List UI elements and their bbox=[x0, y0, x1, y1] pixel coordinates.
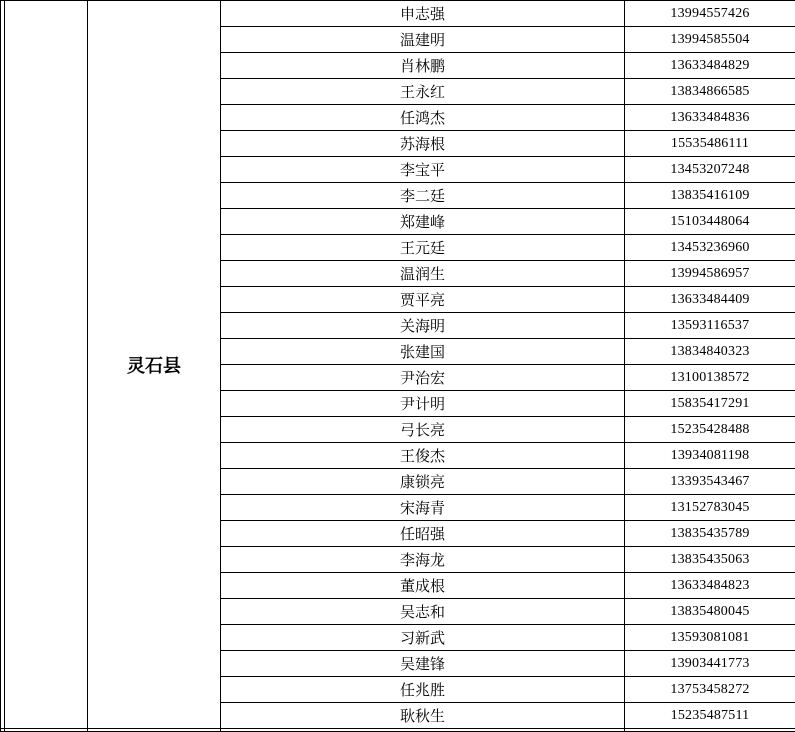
name-cell: 温润生 bbox=[221, 261, 625, 287]
phone-cell: 13835480045 bbox=[625, 599, 795, 625]
phone-cell: 13393543467 bbox=[625, 469, 795, 495]
phone-cell: 15235487511 bbox=[625, 703, 795, 729]
phone-cell: 13593116537 bbox=[625, 313, 795, 339]
name-cell: 康锁亮 bbox=[221, 469, 625, 495]
name-cell: 宋海青 bbox=[221, 495, 625, 521]
phone-cell: 13753458272 bbox=[625, 677, 795, 703]
name-cell: 申志强 bbox=[221, 1, 625, 27]
name-cell: 习新武 bbox=[221, 625, 625, 651]
partial-cell bbox=[625, 729, 795, 732]
phone-cell: 15103448064 bbox=[625, 209, 795, 235]
partial-cell bbox=[221, 729, 625, 732]
name-cell: 关海明 bbox=[221, 313, 625, 339]
phone-cell: 13903441773 bbox=[625, 651, 795, 677]
name-cell: 李宝平 bbox=[221, 157, 625, 183]
name-cell: 吴志和 bbox=[221, 599, 625, 625]
table-row bbox=[1, 1, 795, 27]
phone-cell: 13453207248 bbox=[625, 157, 795, 183]
name-cell: 李海龙 bbox=[221, 547, 625, 573]
phone-cell: 13453236960 bbox=[625, 235, 795, 261]
phone-cell: 13100138572 bbox=[625, 365, 795, 391]
name-cell: 任鸿杰 bbox=[221, 105, 625, 131]
name-cell: 尹治宏 bbox=[221, 365, 625, 391]
phone-cell: 13633484823 bbox=[625, 573, 795, 599]
name-cell: 尹计明 bbox=[221, 391, 625, 417]
name-cell: 吴建锋 bbox=[221, 651, 625, 677]
phone-cell: 13593081081 bbox=[625, 625, 795, 651]
group-cell bbox=[5, 1, 88, 729]
phone-cell: 13633484409 bbox=[625, 287, 795, 313]
county-cell: 灵石县 bbox=[88, 1, 221, 729]
name-cell: 张建国 bbox=[221, 339, 625, 365]
phone-cell: 13835435789 bbox=[625, 521, 795, 547]
name-cell: 贾平亮 bbox=[221, 287, 625, 313]
phone-cell: 13934081198 bbox=[625, 443, 795, 469]
name-cell: 耿秋生 bbox=[221, 703, 625, 729]
name-cell: 弓长亮 bbox=[221, 417, 625, 443]
name-cell: 董成根 bbox=[221, 573, 625, 599]
phone-cell: 15235428488 bbox=[625, 417, 795, 443]
phone-cell: 13835416109 bbox=[625, 183, 795, 209]
name-cell: 李二廷 bbox=[221, 183, 625, 209]
name-cell: 温建明 bbox=[221, 27, 625, 53]
name-cell: 王俊杰 bbox=[221, 443, 625, 469]
phone-cell: 15835417291 bbox=[625, 391, 795, 417]
phone-cell: 13834840323 bbox=[625, 339, 795, 365]
name-cell: 任兆胜 bbox=[221, 677, 625, 703]
phone-cell: 13994557426 bbox=[625, 1, 795, 27]
name-cell: 苏海根 bbox=[221, 131, 625, 157]
phone-cell: 13152783045 bbox=[625, 495, 795, 521]
phone-cell: 15535486111 bbox=[625, 131, 795, 157]
phone-cell: 13994585504 bbox=[625, 27, 795, 53]
phone-cell: 13633484829 bbox=[625, 53, 795, 79]
name-cell: 王元廷 bbox=[221, 235, 625, 261]
phone-cell: 13994586957 bbox=[625, 261, 795, 287]
name-cell: 任昭强 bbox=[221, 521, 625, 547]
name-cell: 肖林鹏 bbox=[221, 53, 625, 79]
partial-cell bbox=[88, 729, 221, 732]
name-cell: 郑建峰 bbox=[221, 209, 625, 235]
phone-cell: 13834866585 bbox=[625, 79, 795, 105]
phone-cell: 13835435063 bbox=[625, 547, 795, 573]
partial-cell bbox=[5, 729, 88, 732]
phone-cell: 13633484836 bbox=[625, 105, 795, 131]
table-body bbox=[1, 1, 795, 732]
name-cell: 王永红 bbox=[221, 79, 625, 105]
table-row-partial bbox=[1, 729, 795, 732]
